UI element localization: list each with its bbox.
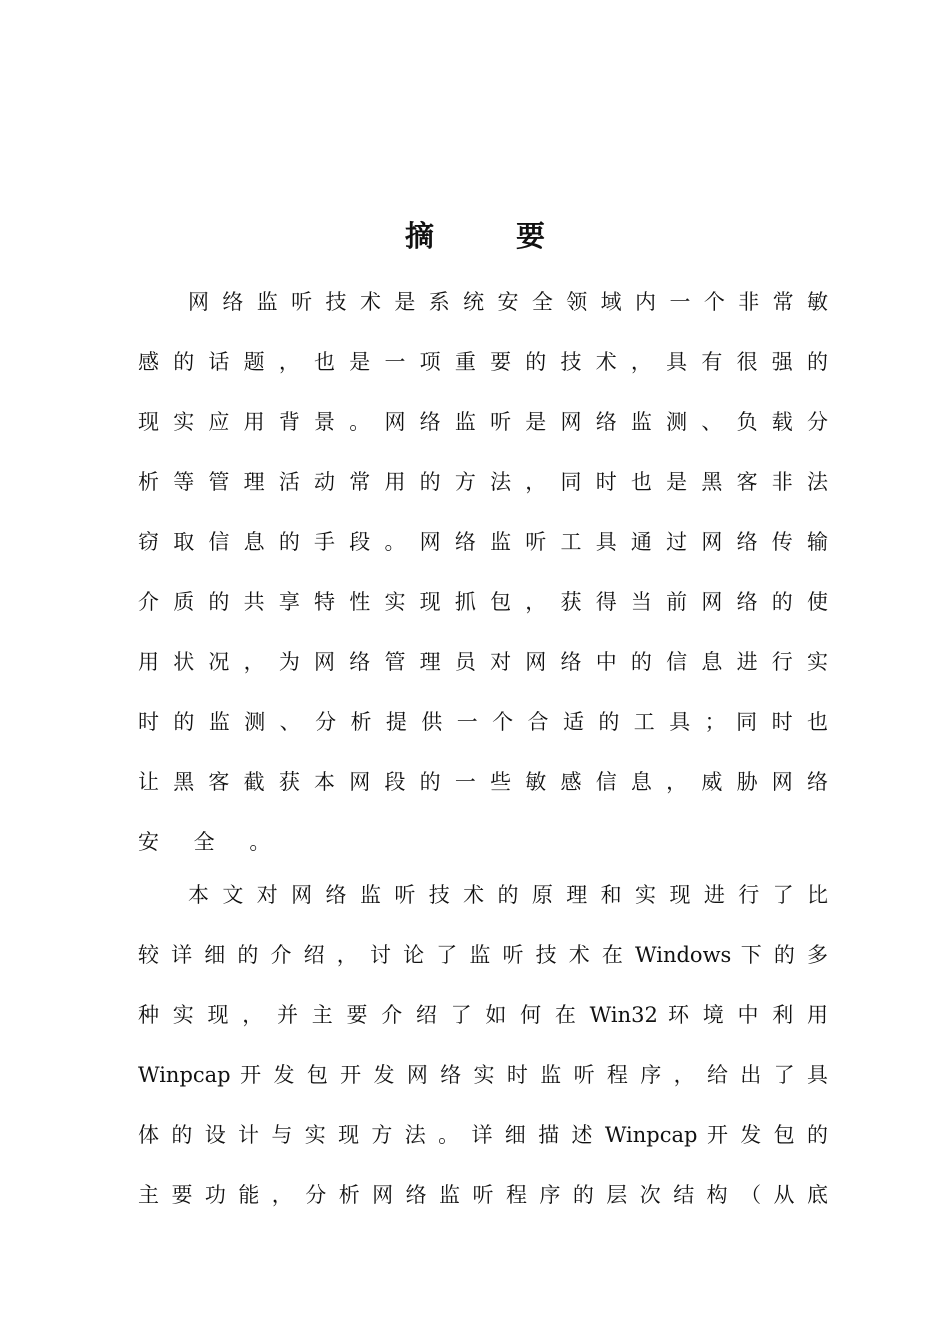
paragraph-line: 现 实 应 用 背 景 。 网 络 监 听 是 网 络 监 测 、 负 载 分: [138, 410, 828, 434]
paragraph-line: 本 文 对 网 络 监 听 技 术 的 原 理 和 实 现 进 行 了 比: [188, 883, 828, 907]
paragraph-line: 种 实 现 ， 并 主 要 介 绍 了 如 何 在 Win32 环 境 中 利 用: [138, 1003, 828, 1027]
paragraph-line: 析 等 管 理 活 动 常 用 的 方 法 ， 同 时 也 是 黑 客 非 法: [138, 470, 828, 494]
abstract-title: 摘 要: [404, 219, 582, 253]
paragraph-line: 安 全 。: [138, 830, 285, 854]
paragraph-line: 感 的 话 题 ， 也 是 一 项 重 要 的 技 术 ， 具 有 很 强 的: [138, 350, 828, 374]
paragraph-line: 窃 取 信 息 的 手 段 。 网 络 监 听 工 具 通 过 网 络 传 输: [138, 530, 828, 554]
paragraph-line: 主 要 功 能 ， 分 析 网 络 监 听 程 序 的 层 次 结 构 （ 从 底: [138, 1183, 828, 1207]
paragraph-line: 较 详 细 的 介 绍 ， 讨 论 了 监 听 技 术 在 Windows 下 的 多: [138, 943, 828, 967]
paragraph-line: Winpcap 开 发 包 开 发 网 络 实 时 监 听 程 序 ， 给 出 了 具: [138, 1063, 828, 1087]
paragraph-line: 让 黑 客 截 获 本 网 段 的 一 些 敏 感 信 息 ， 威 胁 网 络: [138, 770, 828, 794]
paragraph-line: 介 质 的 共 享 特 性 实 现 抓 包 ， 获 得 当 前 网 络 的 使: [138, 590, 828, 614]
paragraph-line: 网 络 监 听 技 术 是 系 统 安 全 领 域 内 一 个 非 常 敏: [188, 290, 828, 314]
paragraph-line: 体 的 设 计 与 实 现 方 法 。 详 细 描 述 Winpcap 开 发 包 的: [138, 1123, 828, 1147]
paragraph-line: 用 状 况 ， 为 网 络 管 理 员 对 网 络 中 的 信 息 进 行 实: [138, 650, 828, 674]
paragraph-line: 时 的 监 测 、 分 析 提 供 一 个 合 适 的 工 具 ； 同 时 也: [138, 710, 828, 734]
